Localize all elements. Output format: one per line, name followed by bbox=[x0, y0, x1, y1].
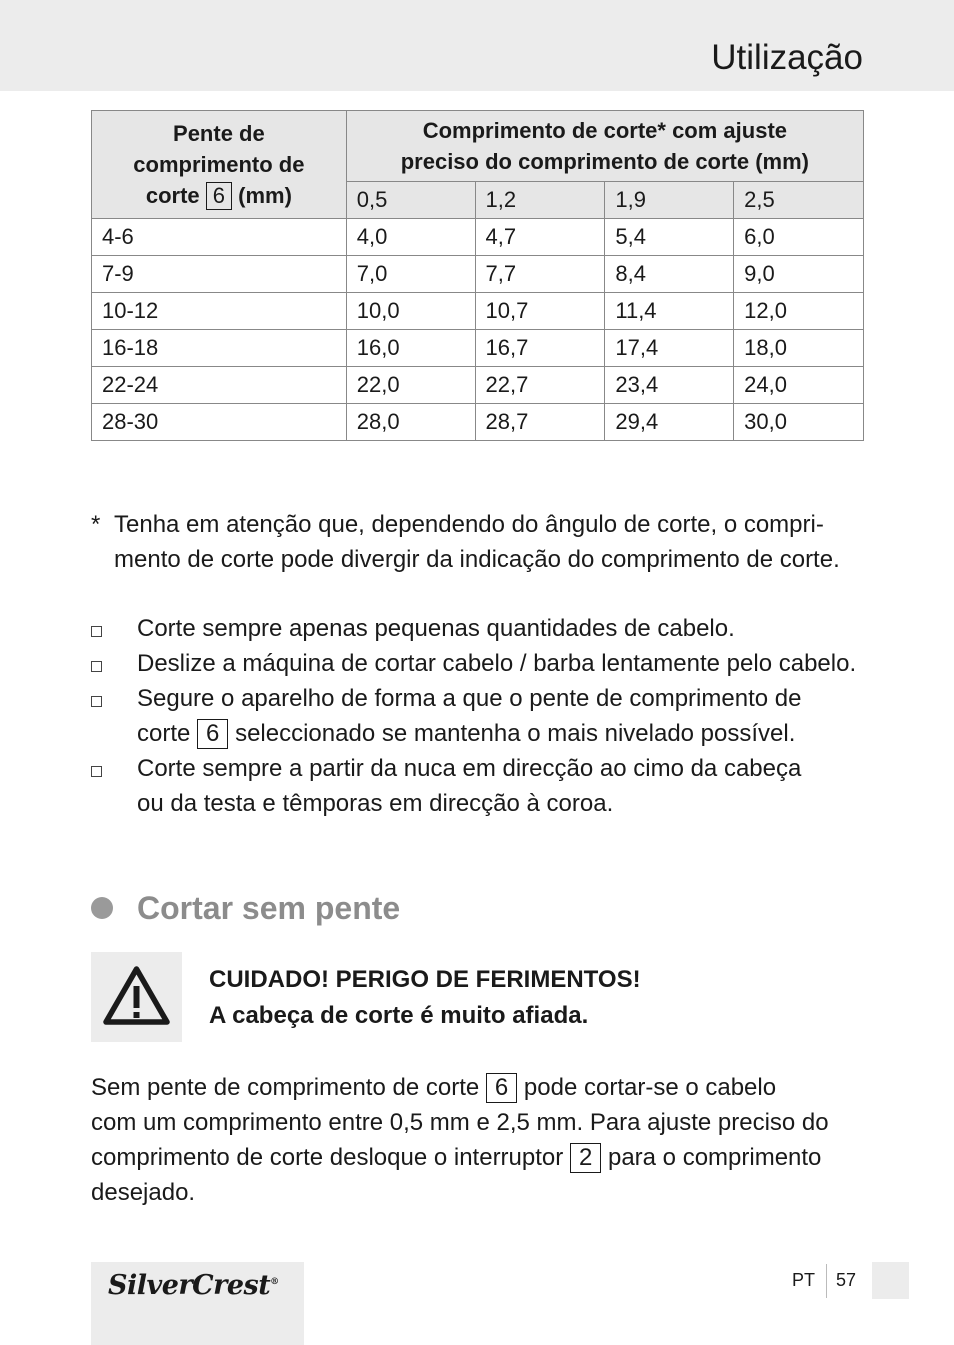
table-subhead: 1,2 bbox=[475, 182, 605, 219]
table-cell: 18,0 bbox=[734, 330, 864, 367]
section-title: Cortar sem pente bbox=[137, 890, 401, 926]
table-subhead: 2,5 bbox=[734, 182, 864, 219]
table-head-comb-line3: corte bbox=[145, 183, 200, 208]
table-row bbox=[92, 404, 864, 441]
table-head-comb-line2: comprimento de bbox=[133, 152, 305, 177]
page-number: 57 bbox=[836, 1270, 857, 1290]
table-cell: 17,4 bbox=[605, 330, 734, 367]
footnote bbox=[91, 507, 881, 577]
table-row bbox=[92, 293, 864, 330]
list-item-text: Deslize a máquina de cortar cabelo / barba lentamente pelo cabelo. bbox=[137, 650, 857, 677]
footnote-asterisk: * bbox=[91, 511, 101, 538]
square-bullet-icon bbox=[91, 766, 102, 777]
table-head-comb-unit: (mm) bbox=[238, 183, 292, 208]
list-item bbox=[91, 611, 881, 646]
table-head-length-line2: preciso do comprimento de corte (mm) bbox=[400, 149, 810, 174]
registered-mark: ® bbox=[270, 1277, 279, 1287]
table-cell: 4,7 bbox=[475, 219, 605, 256]
table-cell: 9,0 bbox=[734, 256, 864, 293]
table-cell: 12,0 bbox=[734, 293, 864, 330]
square-bullet-icon bbox=[91, 661, 102, 672]
table-cell: 28-30 bbox=[92, 404, 347, 441]
table-cell: 10,0 bbox=[346, 293, 475, 330]
warning-icon-box bbox=[91, 952, 182, 1042]
table-cell: 24,0 bbox=[734, 367, 864, 404]
page-title: Utilização bbox=[711, 38, 863, 77]
table-cell: 4,0 bbox=[346, 219, 475, 256]
list-item bbox=[91, 681, 881, 751]
table-cell: 7,7 bbox=[475, 256, 605, 293]
part-ref-6: 6 bbox=[486, 1073, 517, 1103]
table-row bbox=[92, 367, 864, 404]
table-cell: 10,7 bbox=[475, 293, 605, 330]
footer-tab bbox=[872, 1262, 909, 1299]
table-cell: 30,0 bbox=[734, 404, 864, 441]
part-ref-2: 2 bbox=[570, 1143, 601, 1173]
square-bullet-icon bbox=[91, 626, 102, 637]
table-cell: 28,7 bbox=[475, 404, 605, 441]
footer-divider bbox=[826, 1264, 827, 1298]
body-paragraph bbox=[91, 1070, 871, 1210]
para-text: desejado. bbox=[91, 1179, 196, 1206]
table-head-comb bbox=[92, 111, 347, 219]
footnote-line: Tenha em atenção que, dependendo do ângulo de corte, o compri- bbox=[114, 511, 824, 538]
table-cell: 11,4 bbox=[605, 293, 734, 330]
table-subhead: 1,9 bbox=[605, 182, 734, 219]
list-item-text: Corte sempre a partir da nuca em direcção ao cimo da cabeça bbox=[137, 755, 802, 782]
list-item-text: seleccionado se mantenha o mais nivelado possível. bbox=[235, 720, 796, 747]
table-row bbox=[92, 219, 864, 256]
warning-detail: A cabeça de corte é muito afiada. bbox=[209, 1002, 589, 1029]
part-ref-6: 6 bbox=[206, 182, 232, 210]
table-cell: 10-12 bbox=[92, 293, 347, 330]
list-item-text: Corte sempre apenas pequenas quantidades de cabelo. bbox=[137, 615, 735, 642]
para-text: para o comprimento bbox=[607, 1144, 822, 1171]
table-cell: 29,4 bbox=[605, 404, 734, 441]
list-item-text: ou da testa e têmporas em direcção à coroa. bbox=[137, 790, 614, 817]
table-head-comb-line1: Pente de bbox=[173, 121, 265, 146]
brand-logo-text: SilverCrest bbox=[108, 1270, 271, 1301]
table-cell: 4-6 bbox=[92, 219, 347, 256]
para-text: pode cortar-se o cabelo bbox=[523, 1074, 777, 1101]
table-cell: 8,4 bbox=[605, 256, 734, 293]
table-cell: 28,0 bbox=[346, 404, 475, 441]
warning-triangle-icon bbox=[91, 952, 182, 1042]
table-cell: 23,4 bbox=[605, 367, 734, 404]
table-cell: 22-24 bbox=[92, 367, 347, 404]
warning-title: CUIDADO! PERIGO DE FERIMENTOS! bbox=[209, 966, 641, 993]
section-bullet-icon bbox=[91, 897, 113, 919]
table-cell: 16,7 bbox=[475, 330, 605, 367]
footnote-line: mento de corte pode divergir da indicação do comprimento de corte. bbox=[114, 546, 840, 573]
list-item bbox=[91, 751, 881, 821]
table-cell: 7-9 bbox=[92, 256, 347, 293]
table-cell: 16,0 bbox=[346, 330, 475, 367]
footer-logo-box bbox=[91, 1262, 304, 1345]
table-cell: 22,0 bbox=[346, 367, 475, 404]
table-cell: 7,0 bbox=[346, 256, 475, 293]
square-bullet-icon bbox=[91, 696, 102, 707]
part-ref-6: 6 bbox=[197, 719, 228, 749]
table-head-length-line1: Comprimento de corte* com ajuste bbox=[422, 118, 788, 143]
table-cell: 22,7 bbox=[475, 367, 605, 404]
list-item-text: Segure o aparelho de forma a que o pente de comprimento de bbox=[137, 685, 802, 712]
cutting-length-table bbox=[91, 110, 864, 441]
warning-text bbox=[209, 962, 641, 1034]
para-text: comprimento de corte desloque o interruptor bbox=[91, 1144, 564, 1171]
language-code: PT bbox=[792, 1270, 816, 1290]
brand-logo bbox=[108, 1270, 279, 1301]
list-item bbox=[91, 646, 881, 681]
table-cell: 5,4 bbox=[605, 219, 734, 256]
table-row bbox=[92, 330, 864, 367]
table-cell: 16-18 bbox=[92, 330, 347, 367]
table-row bbox=[92, 256, 864, 293]
list-item-text: corte bbox=[137, 720, 191, 747]
para-text: Sem pente de comprimento de corte bbox=[91, 1074, 480, 1101]
table-cell: 6,0 bbox=[734, 219, 864, 256]
table-head-length bbox=[346, 111, 863, 182]
para-text: com um comprimento entre 0,5 mm e 2,5 mm. Para ajuste preciso do bbox=[91, 1109, 829, 1136]
tips-list bbox=[91, 611, 881, 821]
table-subhead: 0,5 bbox=[346, 182, 475, 219]
